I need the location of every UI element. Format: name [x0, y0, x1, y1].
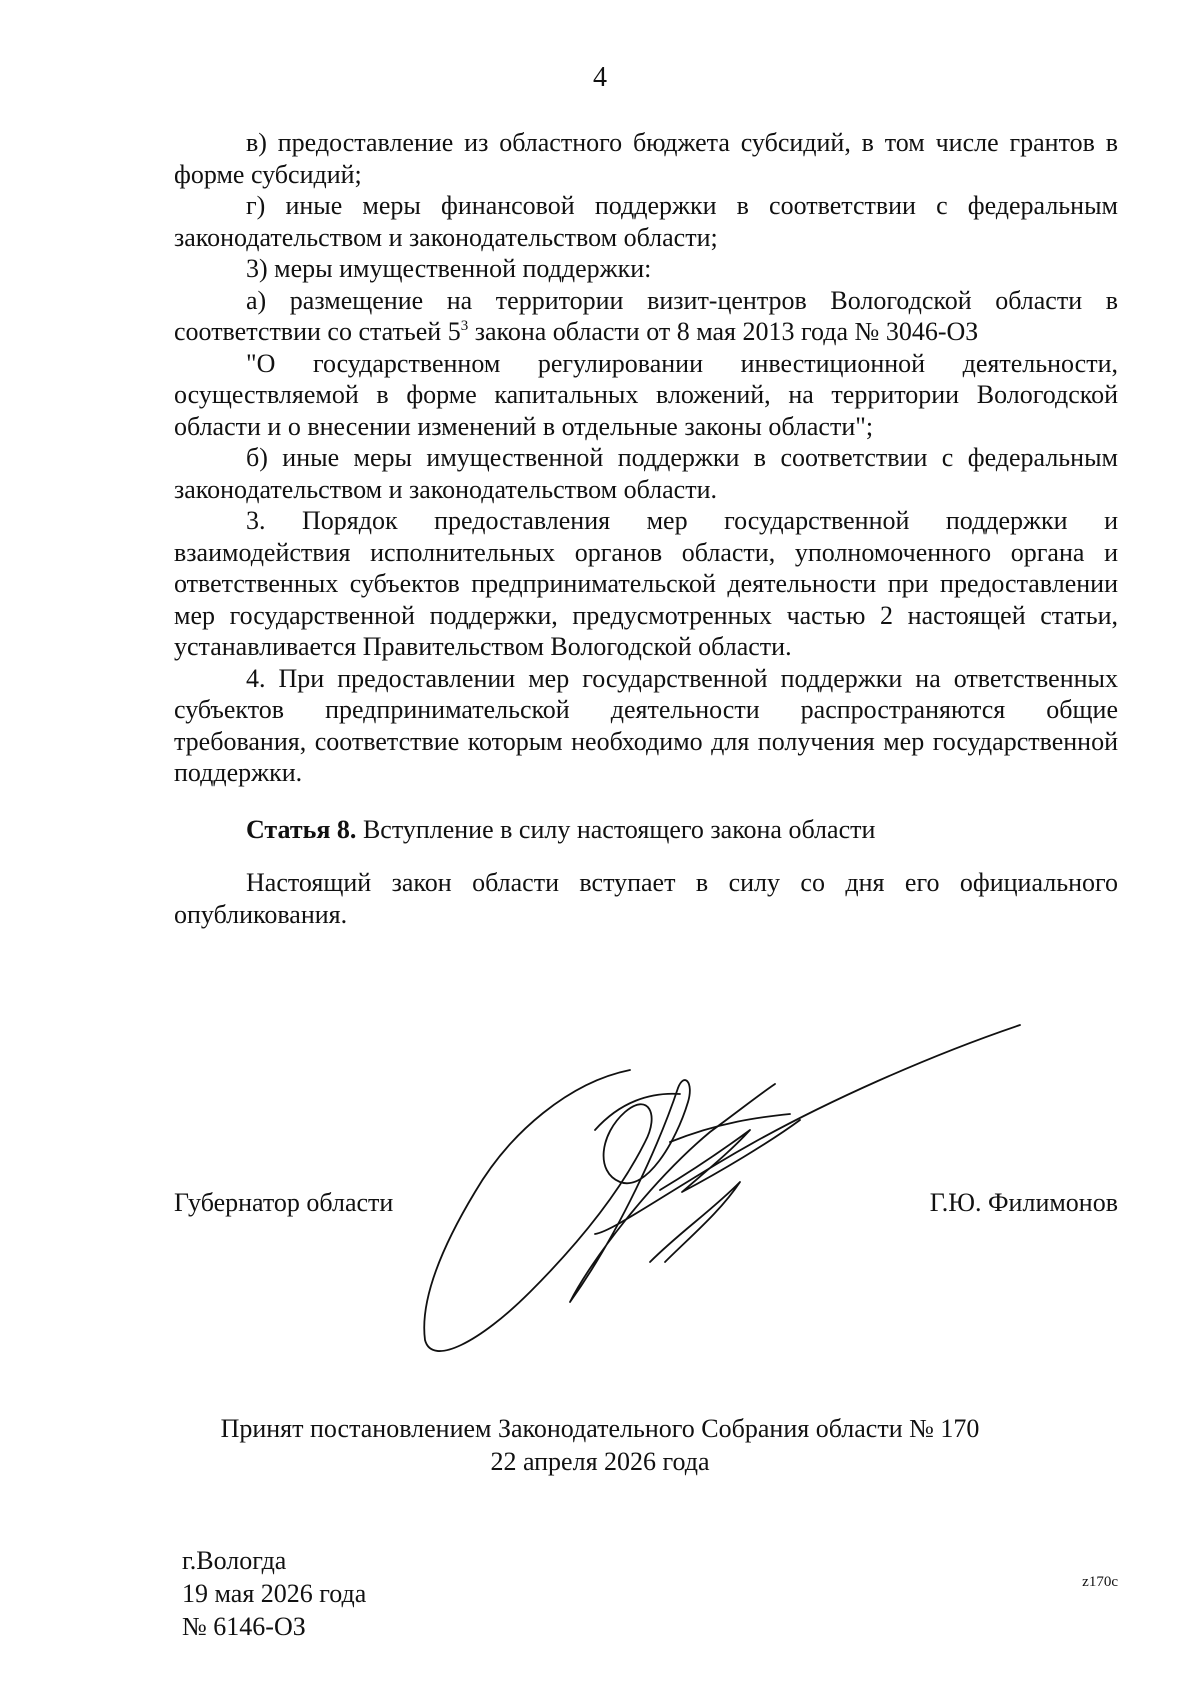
article-title: Вступление в силу настоящего закона области	[356, 814, 876, 844]
document-code: z170c	[1082, 1574, 1118, 1590]
paragraph-visit-centers-text: а) размещение на территории визит-центров Вологодской области в соответствии со статьей 5	[174, 285, 1118, 346]
adoption-resolution: Принят постановлением Законодательного Собрания области № 170	[220, 1414, 980, 1443]
paragraph-requirements: 4. При предоставлении мер государственной поддержки на ответственных субъектов предпринимательской деятельности распространяются общие требования, соответствие которым необходимо для получения мер государственной поддержки.	[174, 663, 1118, 787]
paragraph-financial-support: г) иные меры финансовой поддержки в соответствии с федеральным законодательством и законодательством области;	[174, 191, 1118, 252]
article-text: Настоящий закон области вступает в силу со дня его официального опубликования.	[174, 868, 1118, 929]
law-number: № 6146-ОЗ	[182, 1612, 306, 1641]
paragraph-property-support: 3) меры имущественной поддержки:	[246, 254, 652, 283]
article-heading	[174, 814, 1118, 846]
document-body	[174, 127, 1118, 930]
paragraph-procedure: 3. Порядок предоставления мер государственной поддержки и взаимодействия исполнительных органов области, уполномоченного органа и ответственных субъектов предпринимательской деятельности при предоставлении мер государственной поддержки, предусмотренных частью 2 настоящей статьи, устанавливается Правительством Вологодской области.	[174, 506, 1118, 661]
superscript: 3	[460, 318, 469, 334]
signatory-name: Г.Ю. Филимонов	[929, 1188, 1118, 1217]
signing-date: 19 мая 2026 года	[182, 1579, 367, 1608]
paragraph-other-property-support: б) иные меры имущественной поддержки в соответствии с федеральным законодательством и законодательством области.	[174, 443, 1118, 504]
paragraph-subsidies: в) предоставление из областного бюджета субсидий, в том числе грантов в форме субсидий;	[174, 128, 1118, 189]
place-and-date	[182, 1544, 366, 1643]
page-number: 4	[593, 62, 607, 93]
article-number: Статья 8.	[246, 814, 357, 844]
city: г.Вологда	[182, 1546, 287, 1575]
paragraph-law-title: "О государственном регулировании инвестиционной деятельности, осуществляемой в форме капитальных вложений, на территории Вологодской области и о внесении изменений в отдельные законы области";	[174, 348, 1118, 441]
signatory-title: Губернатор области	[174, 1188, 394, 1217]
adoption-note	[0, 1412, 1200, 1478]
adoption-date: 22 апреля 2026 года	[490, 1447, 710, 1476]
paragraph-visit-centers-law: закона области от 8 мая 2013 года № 3046-ОЗ	[468, 317, 979, 346]
paragraph-visit-centers	[174, 285, 1118, 348]
